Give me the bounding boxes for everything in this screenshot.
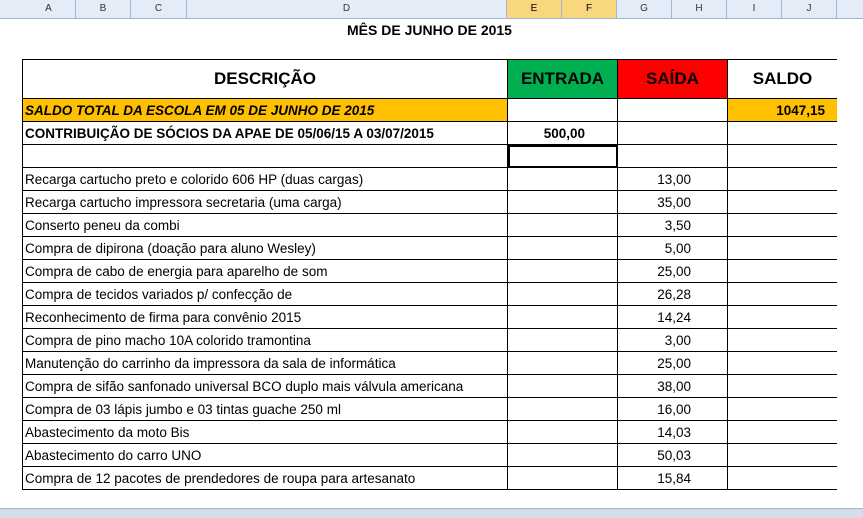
saldo-cell[interactable]	[728, 375, 838, 398]
saida-cell[interactable]: 25,00	[618, 260, 728, 283]
sheet-title[interactable]: MÊS DE JUNHO DE 2015	[347, 22, 512, 38]
saldo-cell[interactable]	[728, 421, 838, 444]
desc-cell[interactable]: Manutenção do carrinho da impressora da sala de informática	[23, 352, 508, 375]
saida-cell[interactable]: 3,50	[618, 214, 728, 237]
saldo-cell[interactable]	[728, 237, 838, 260]
empty-desc-cell[interactable]	[23, 145, 508, 168]
contrib-label-cell[interactable]: CONTRIBUIÇÃO DE SÓCIOS DA APAE DE 05/06/15 A 03/07/2015	[23, 122, 508, 145]
desc-cell[interactable]: Recarga cartucho impressora secretaria (uma carga)	[23, 191, 508, 214]
header-descricao[interactable]: DESCRIÇÃO	[23, 60, 508, 99]
desc-cell[interactable]: Conserto peneu da combi	[23, 214, 508, 237]
contrib-entrada-cell[interactable]: 500,00	[508, 122, 618, 145]
column-header-g[interactable]: G	[617, 0, 672, 18]
entrada-cell[interactable]	[508, 352, 618, 375]
table-row	[23, 214, 838, 237]
saldo-cell[interactable]	[728, 444, 838, 467]
saida-cell[interactable]: 26,28	[618, 283, 728, 306]
saldo-total-row	[23, 99, 838, 122]
entrada-cell[interactable]	[508, 421, 618, 444]
entrada-cell[interactable]	[508, 214, 618, 237]
saida-cell[interactable]: 3,00	[618, 329, 728, 352]
saldo-cell[interactable]	[728, 352, 838, 375]
saldo-cell[interactable]	[728, 283, 838, 306]
entrada-cell[interactable]	[508, 260, 618, 283]
entrada-cell[interactable]	[508, 237, 618, 260]
entrada-cell[interactable]	[508, 398, 618, 421]
table-row	[23, 375, 838, 398]
header-row	[23, 60, 838, 99]
desc-cell[interactable]: Reconhecimento de firma para convênio 2015	[23, 306, 508, 329]
desc-cell[interactable]: Compra de sifão sanfonado universal BCO duplo mais válvula americana	[23, 375, 508, 398]
saldo-value-cell[interactable]: 1047,15	[728, 99, 838, 122]
saldo-cell[interactable]	[728, 260, 838, 283]
header-entrada[interactable]: ENTRADA	[508, 60, 618, 99]
saida-cell[interactable]: 35,00	[618, 191, 728, 214]
table-row	[23, 260, 838, 283]
saldo-cell[interactable]	[728, 191, 838, 214]
saldo-cell[interactable]	[728, 306, 838, 329]
table-row	[23, 283, 838, 306]
desc-cell[interactable]: Recarga cartucho preto e colorido 606 HP (duas cargas)	[23, 168, 508, 191]
table-row	[23, 329, 838, 352]
table-row	[23, 168, 838, 191]
saldo-cell[interactable]	[728, 398, 838, 421]
table-row	[23, 421, 838, 444]
column-header-d[interactable]: D	[187, 0, 507, 18]
saldo-entrada-cell[interactable]	[508, 99, 618, 122]
entrada-cell[interactable]	[508, 467, 618, 490]
contrib-saldo-cell[interactable]	[728, 122, 838, 145]
column-header-i[interactable]: I	[727, 0, 782, 18]
header-saida[interactable]: SAÍDA	[618, 60, 728, 99]
column-header-c[interactable]: C	[131, 0, 187, 18]
desc-cell[interactable]: Compra de pino macho 10A colorido tramontina	[23, 329, 508, 352]
entrada-cell[interactable]	[508, 191, 618, 214]
table-row	[23, 398, 838, 421]
desc-cell[interactable]: Abastecimento do carro UNO	[23, 444, 508, 467]
column-header-f[interactable]: F	[562, 0, 617, 18]
saida-cell[interactable]: 14,24	[618, 306, 728, 329]
column-header-j[interactable]: J	[782, 0, 837, 18]
saida-cell[interactable]: 14,03	[618, 421, 728, 444]
saida-cell[interactable]: 25,00	[618, 352, 728, 375]
saida-cell[interactable]: 13,00	[618, 168, 728, 191]
desc-cell[interactable]: Abastecimento da moto Bis	[23, 421, 508, 444]
empty-row	[23, 145, 838, 168]
header-saldo[interactable]: SALDO	[728, 60, 838, 99]
empty-saida-cell[interactable]	[618, 145, 728, 168]
saida-cell[interactable]: 5,00	[618, 237, 728, 260]
table-row	[23, 191, 838, 214]
selected-cell[interactable]	[508, 145, 618, 168]
saldo-saida-cell[interactable]	[618, 99, 728, 122]
saldo-cell[interactable]	[728, 329, 838, 352]
column-header-e[interactable]: E	[507, 0, 562, 18]
saldo-cell[interactable]	[728, 467, 838, 490]
table-row	[23, 352, 838, 375]
column-header-a[interactable]: A	[22, 0, 76, 18]
ledger-table	[22, 59, 838, 490]
saida-cell[interactable]: 15,84	[618, 467, 728, 490]
column-header-h[interactable]: H	[672, 0, 727, 18]
column-header-b[interactable]: B	[76, 0, 131, 18]
desc-cell[interactable]: Compra de tecidos variados p/ confecção de	[23, 283, 508, 306]
desc-cell[interactable]: Compra de dipirona (doação para aluno Wesley)	[23, 237, 508, 260]
entrada-cell[interactable]	[508, 283, 618, 306]
saida-cell[interactable]: 16,00	[618, 398, 728, 421]
table-row	[23, 467, 838, 490]
table-row	[23, 237, 838, 260]
grid-right-margin	[837, 19, 863, 508]
saldo-cell[interactable]	[728, 214, 838, 237]
table-row	[23, 306, 838, 329]
entrada-cell[interactable]	[508, 329, 618, 352]
saldo-label-cell[interactable]: SALDO TOTAL DA ESCOLA EM 05 DE JUNHO DE 2015	[23, 99, 508, 122]
saida-cell[interactable]: 38,00	[618, 375, 728, 398]
desc-cell[interactable]: Compra de cabo de energia para aparelho de som	[23, 260, 508, 283]
entrada-cell[interactable]	[508, 306, 618, 329]
entrada-cell[interactable]	[508, 444, 618, 467]
empty-saldo-cell[interactable]	[728, 145, 838, 168]
table-row	[23, 444, 838, 467]
desc-cell[interactable]: Compra de 03 lápis jumbo e 03 tintas guache 250 ml	[23, 398, 508, 421]
desc-cell[interactable]: Compra de 12 pacotes de prendedores de roupa para artesanato	[23, 467, 508, 490]
contribution-row	[23, 122, 838, 145]
contrib-saida-cell[interactable]	[618, 122, 728, 145]
entrada-cell[interactable]	[508, 375, 618, 398]
saida-cell[interactable]: 50,03	[618, 444, 728, 467]
column-header-bar	[0, 0, 863, 19]
entrada-cell[interactable]	[508, 168, 618, 191]
saldo-cell[interactable]	[728, 168, 838, 191]
